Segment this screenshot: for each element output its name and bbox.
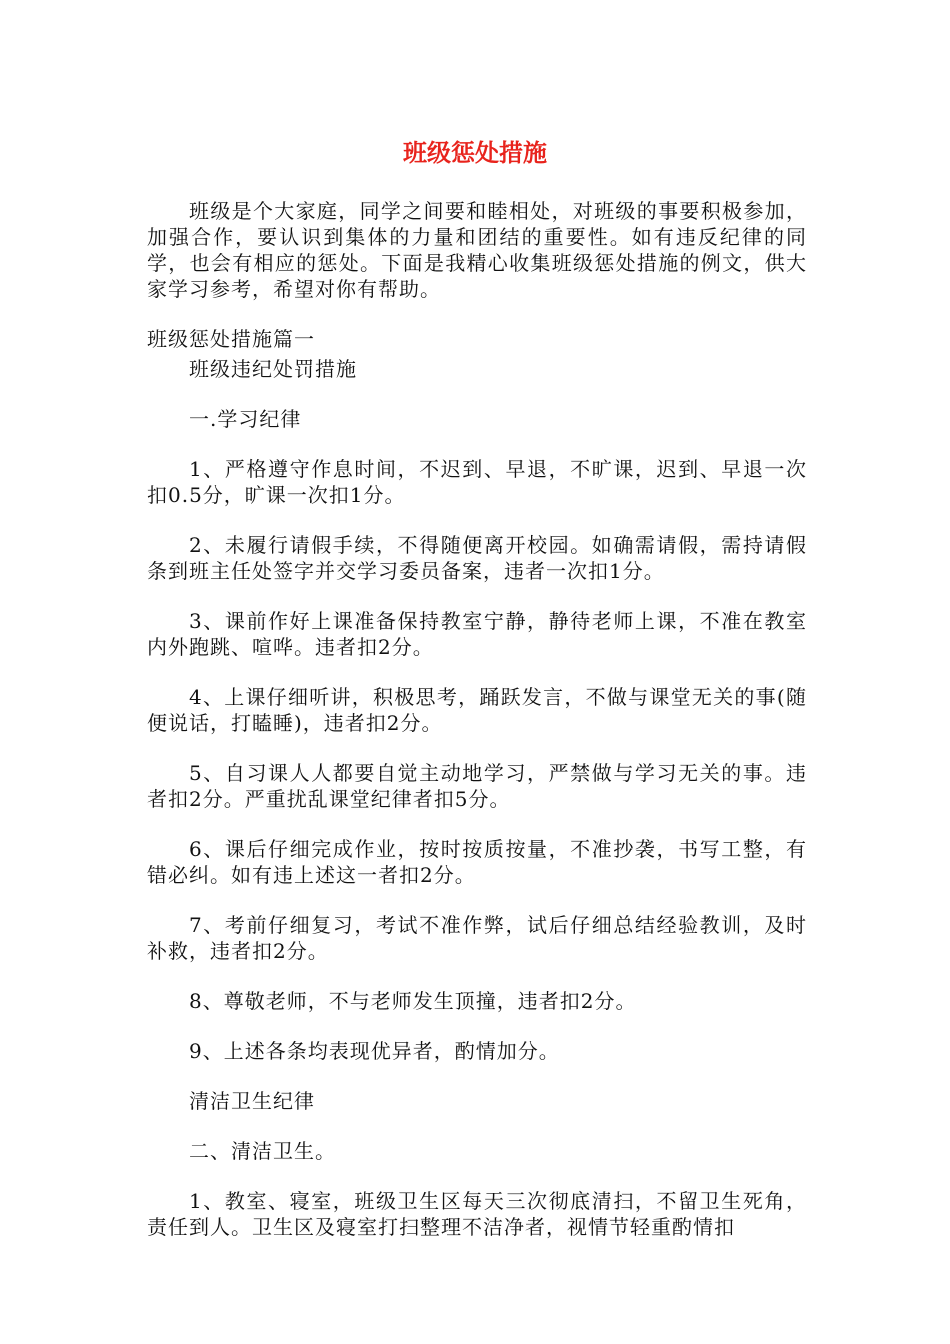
rule-paragraph: 5、自习课人人都要自觉主动地学习，严禁做与学习无关的事。违者扣2分。严重扰乱课堂纪律者扣5分。 bbox=[147, 761, 807, 811]
study-discipline-heading: 一.学习纪律 bbox=[189, 407, 302, 431]
rule-paragraph: 6、课后仔细完成作业，按时按质按量，不准抄袭，书写工整，有错必纠。如有违上述这一者扣2分。 bbox=[147, 837, 807, 887]
rule-paragraph: 4、上课仔细听讲，积极思考，踊跃发言，不做与课堂无关的事(随便说话，打瞌睡)，违者扣2分。 bbox=[147, 685, 807, 735]
rule-paragraph: 7、考前仔细复习，考试不准作弊，试后仔细总结经验教训，及时补救，违者扣2分。 bbox=[147, 913, 807, 963]
rule-paragraph: 3、课前作好上课准备保持教室宁静，静待老师上课，不准在教室内外跑跳、喧哗。违者扣2分。 bbox=[147, 609, 807, 659]
hygiene-heading: 二、清洁卫生。 bbox=[189, 1139, 336, 1163]
hygiene-label: 清洁卫生纪律 bbox=[189, 1089, 315, 1113]
rule-paragraph: 9、上述各条均表现优异者，酌情加分。 bbox=[189, 1039, 560, 1063]
document-body bbox=[147, 198, 807, 1240]
document-title: 班级惩处措施 bbox=[403, 139, 547, 167]
section-heading: 班级惩处措施篇一 bbox=[147, 327, 315, 351]
rule-paragraph: 1、教室、寝室，班级卫生区每天三次彻底清扫，不留卫生死角，责任到人。卫生区及寝室打扫整理不洁净者，视情节轻重酌情扣 bbox=[147, 1189, 807, 1239]
rule-paragraph: 2、未履行请假手续，不得随便离开校园。如确需请假，需持请假条到班主任处签字并交学习委员备案，违者一次扣1分。 bbox=[147, 533, 807, 583]
intro-paragraph: 班级是个大家庭，同学之间要和睦相处，对班级的事要积极参加，加强合作，要认识到集体的力量和团结的重要性。如有违反纪律的同学，也会有相应的惩处。下面是我精心收集班级惩处措施的例文，供大家学习参考，希望对你有帮助。 bbox=[147, 199, 807, 301]
subheading: 班级违纪处罚措施 bbox=[189, 357, 357, 381]
rule-paragraph: 1、严格遵守作息时间，不迟到、早退，不旷课，迟到、早退一次扣0.5分，旷课一次扣1分。 bbox=[147, 457, 807, 507]
rule-paragraph: 8、尊敬老师，不与老师发生顶撞，违者扣2分。 bbox=[189, 989, 637, 1013]
